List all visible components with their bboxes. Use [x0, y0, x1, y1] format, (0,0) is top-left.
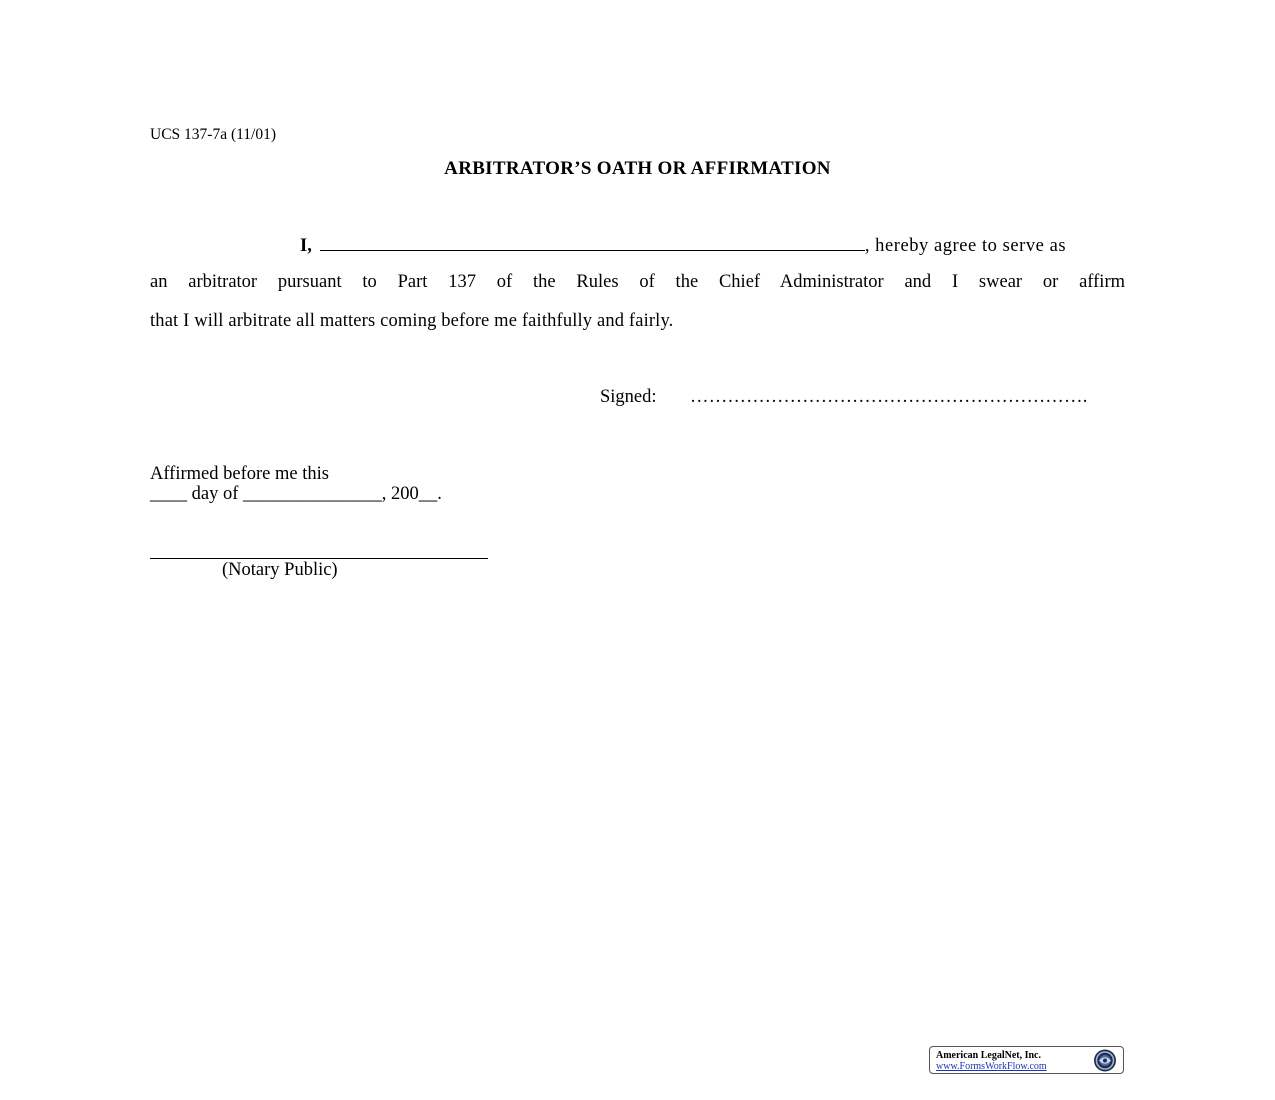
notary-public-label: (Notary Public)	[222, 560, 338, 580]
oath-line-1	[300, 234, 1125, 257]
logo-company-name: American LegalNet, Inc.	[936, 1050, 1041, 1061]
notary-signature-line[interactable]	[150, 558, 488, 559]
arbitrator-name-field[interactable]	[320, 234, 865, 251]
affirmation-date-line[interactable]: ____ day of _______________, 200__.	[150, 484, 442, 504]
oath-line-1-rest: , hereby agree to serve as	[864, 236, 1067, 256]
signature-field[interactable]: ……………………………………………………….	[690, 387, 1088, 407]
footer-logo[interactable]	[929, 1046, 1124, 1074]
oath-i-label: I,	[300, 236, 312, 256]
globe-logo-icon	[1088, 1048, 1122, 1073]
logo-url-link[interactable]: www.FormsWorkFlow.com	[936, 1061, 1047, 1072]
form-id: UCS 137-7a (11/01)	[150, 126, 276, 143]
affirmed-text: Affirmed before me this	[150, 464, 329, 484]
signed-label: Signed:	[600, 387, 657, 407]
document-title: ARBITRATOR’S OATH OR AFFIRMATION	[444, 158, 831, 179]
oath-line-2: an arbitrator pursuant to Part 137 of the Rules of the Chief Administrator and I swear or affirm	[150, 272, 1125, 292]
oath-line-3: that I will arbitrate all matters coming before me faithfully and fairly.	[150, 311, 674, 331]
